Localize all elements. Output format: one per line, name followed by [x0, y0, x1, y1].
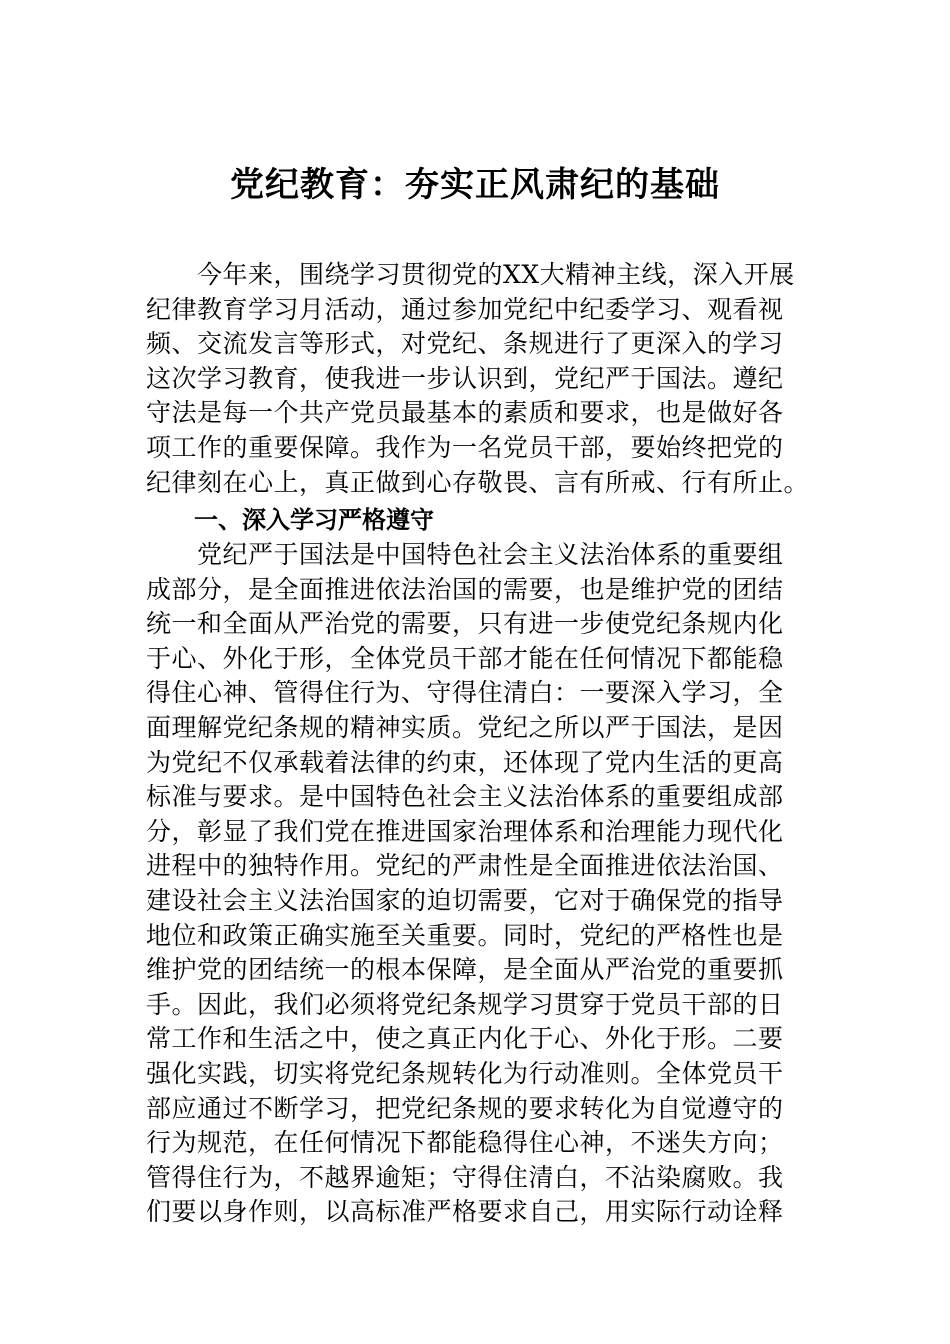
text-line: 们要以身作则，以高标准严格要求自己，用实际行动诠释 [146, 1197, 784, 1227]
text-line: 今年来，围绕学习贯彻党的XX大精神主线，深入开展 [146, 260, 795, 289]
document-title: 党纪教育：夯实正风肃纪的基础 [230, 165, 720, 205]
section-heading: 一、深入学习严格遵守 [194, 506, 434, 534]
text-line: 常工作和生活之中，使之真正内化于心、外化于形。二要 [146, 1024, 784, 1054]
text-line: 部应通过不断学习，把党纪条规的要求转化为自觉遵守的 [146, 1093, 784, 1123]
text-line: 地位和政策正确实施至关重要。同时，党纪的严格性也是 [146, 920, 784, 950]
text-line: 面理解党纪条规的精神实质。党纪之所以严于国法，是因 [146, 712, 784, 742]
section-paragraph [146, 538, 806, 1230]
text-line: 维护党的团结统一的根本保障，是全面从严治党的重要抓 [146, 955, 784, 985]
intro-paragraph [146, 258, 810, 500]
text-line: 手。因此，我们必须将党纪条规学习贯穿于党员干部的日 [146, 989, 784, 1019]
text-line: 分，彰显了我们党在推进国家治理体系和治理能力现代化 [146, 816, 784, 846]
text-line: 这次学习教育，使我进一步认识到，党纪严于国法。遵纪 [146, 363, 784, 393]
text-line: 管得住行为，不越界逾矩；守得住清白，不沾染腐败。我 [146, 1162, 784, 1192]
text-line: 建设社会主义法治国家的迫切需要，它对于确保党的指导 [146, 885, 784, 915]
text-line: 行为规范，在任何情况下都能稳得住心神，不迷失方向； [146, 1128, 784, 1158]
text-line: 统一和全面从严治党的需要，只有进一步使党纪条规内化 [146, 609, 784, 639]
text-line: 守法是每一个共产党员最基本的素质和要求，也是做好各 [146, 398, 784, 428]
text-line: 党纪严于国法是中国特色社会主义法治体系的重要组 [146, 540, 784, 569]
text-line: 标准与要求。是中国特色社会主义法治体系的重要组成部 [146, 782, 784, 812]
text-line: 进程中的独特作用。党纪的严肃性是全面推进依法治国、 [146, 851, 784, 881]
text-line: 项工作的重要保障。我作为一名党员干部，要始终把党的 [146, 432, 784, 462]
text-line: 纪律教育学习月活动，通过参加党纪中纪委学习、观看视 [146, 294, 784, 324]
text-line: 纪律刻在心上，真正做到心存敬畏、言有所戒、行有所止。 [146, 467, 810, 497]
text-line: 得住心神、管得住行为、守得住清白：一要深入学习，全 [146, 678, 784, 708]
text-line: 强化实践，切实将党纪条规转化为行动准则。全体党员干 [146, 1058, 784, 1088]
text-line: 频、交流发言等形式，对党纪、条规进行了更深入的学习 [146, 329, 784, 359]
text-line: 成部分，是全面推进依法治国的需要，也是维护党的团结 [146, 574, 784, 604]
text-line: 于心、外化于形，全体党员干部才能在任何情况下都能稳 [146, 643, 784, 673]
text-line: 为党纪不仅承载着法律的约束，还体现了党内生活的更高 [146, 747, 784, 777]
